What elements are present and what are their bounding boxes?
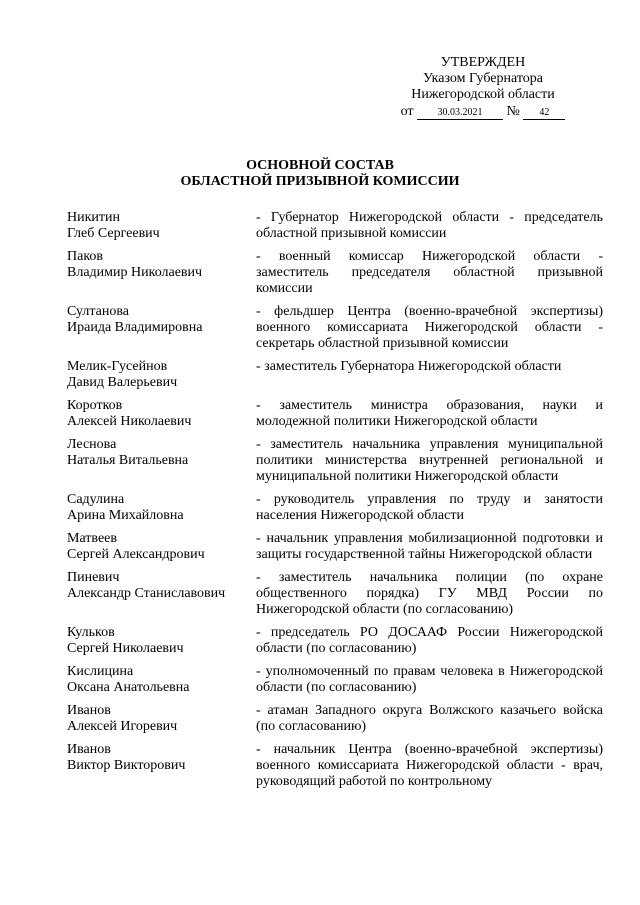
member-role: - начальник управления мобилизационной подготовки и защиты государственной тайны Нижегородской области xyxy=(256,531,603,562)
approval-date-line xyxy=(378,104,588,120)
member-role: - заместитель начальника управления муниципальной политики министерства внутренней региональной и муниципальной политики Нижегородской области xyxy=(256,437,603,484)
member-name xyxy=(67,359,256,391)
member-row xyxy=(67,570,603,618)
member-role: - Губернатор Нижегородской области - председатель областной призывной комиссии xyxy=(256,210,603,241)
member-surname: Никитин xyxy=(67,210,120,225)
member-given-name: Глеб Сергеевич xyxy=(67,226,160,241)
member-role: - председатель РО ДОСААФ России Нижегородской области (по согласованию) xyxy=(256,625,603,656)
member-row xyxy=(67,437,603,485)
approval-heading: УТВЕРЖДЕН xyxy=(440,55,526,70)
member-name xyxy=(67,437,256,485)
member-row xyxy=(67,398,603,430)
member-name xyxy=(67,625,256,657)
member-row xyxy=(67,304,603,352)
member-name xyxy=(67,492,256,524)
title-line-2: ОБЛАСТНОЙ ПРИЗЫВНОЙ КОМИССИИ xyxy=(180,174,460,189)
member-role: - руководитель управления по труду и занятости населения Нижегородской области xyxy=(256,492,603,523)
document-title xyxy=(0,158,640,190)
member-surname: Султанова xyxy=(67,304,129,319)
member-row xyxy=(67,531,603,563)
member-role: - начальник Центра (военно-врачебной экспертизы) военного комиссариата Нижегородской области - врач, руководящий работой по контрольному xyxy=(256,742,603,789)
member-name xyxy=(67,398,256,430)
member-surname: Матвеев xyxy=(67,531,117,546)
member-given-name: Сергей Николаевич xyxy=(67,641,184,656)
member-name xyxy=(67,742,256,790)
approval-stamp xyxy=(378,55,588,120)
member-surname: Кислицина xyxy=(67,664,134,679)
member-surname: Иванов xyxy=(67,742,111,757)
member-name xyxy=(67,304,256,352)
member-given-name: Сергей Александрович xyxy=(67,547,205,562)
member-role: - уполномоченный по правам человека в Нижегородской области (по согласованию) xyxy=(256,664,603,695)
member-row xyxy=(67,625,603,657)
member-row xyxy=(67,249,603,297)
approval-region: Нижегородской области xyxy=(411,87,555,102)
approval-decree: Указом Губернатора xyxy=(422,71,544,86)
member-given-name: Александр Станиславович xyxy=(67,586,226,601)
member-name xyxy=(67,570,256,618)
member-surname: Паков xyxy=(67,249,104,264)
member-given-name: Владимир Николаевич xyxy=(67,265,203,280)
member-name xyxy=(67,703,256,735)
member-row xyxy=(67,359,603,391)
member-surname: Иванов xyxy=(67,703,111,718)
member-role: - заместитель Губернатора Нижегородской области xyxy=(256,359,562,374)
member-given-name: Алексей Николаевич xyxy=(67,414,192,429)
decree-number: 42 xyxy=(523,107,565,120)
member-surname: Кульков xyxy=(67,625,115,640)
number-sign: № xyxy=(506,104,520,119)
member-row xyxy=(67,210,603,242)
member-name xyxy=(67,664,256,696)
member-surname: Пиневич xyxy=(67,570,120,585)
member-row xyxy=(67,742,603,790)
member-given-name: Наталья Витальевна xyxy=(67,453,189,468)
member-row xyxy=(67,492,603,524)
member-role: - военный комиссар Нижегородской области - заместитель председателя областной призывной комиссии xyxy=(256,249,603,296)
member-role: - фельдшер Центра (военно-врачебной экспертизы) военного комиссариата Нижегородской области - секретарь областной призывной комиссии xyxy=(256,304,603,351)
member-name xyxy=(67,210,256,242)
member-row xyxy=(67,664,603,696)
member-given-name: Ираида Владимировна xyxy=(67,320,203,335)
member-role: - атаман Западного округа Волжского казачьего войска (по согласованию) xyxy=(256,703,603,734)
member-given-name: Оксана Анатольевна xyxy=(67,680,190,695)
decree-date: 30.03.2021 xyxy=(417,107,503,120)
member-role: - заместитель начальника полиции (по охране общественного порядка) ГУ МВД России по Нижегородской области (по согласованию) xyxy=(256,570,603,617)
member-name xyxy=(67,531,256,563)
member-name xyxy=(67,249,256,297)
member-surname: Леснова xyxy=(67,437,117,452)
title-line-1: ОСНОВНОЙ СОСТАВ xyxy=(246,158,394,173)
member-given-name: Алексей Игоревич xyxy=(67,719,178,734)
member-given-name: Арина Михайловна xyxy=(67,508,184,523)
member-surname: Коротков xyxy=(67,398,123,413)
date-prefix: от xyxy=(400,104,414,119)
member-given-name: Виктор Викторович xyxy=(67,758,186,773)
commission-members xyxy=(67,210,603,797)
member-surname: Садулина xyxy=(67,492,125,507)
member-surname: Мелик-Гусейнов xyxy=(67,359,168,374)
member-role: - заместитель министра образования, науки и молодежной политики Нижегородской области xyxy=(256,398,603,429)
member-given-name: Давид Валерьевич xyxy=(67,375,178,390)
member-row xyxy=(67,703,603,735)
